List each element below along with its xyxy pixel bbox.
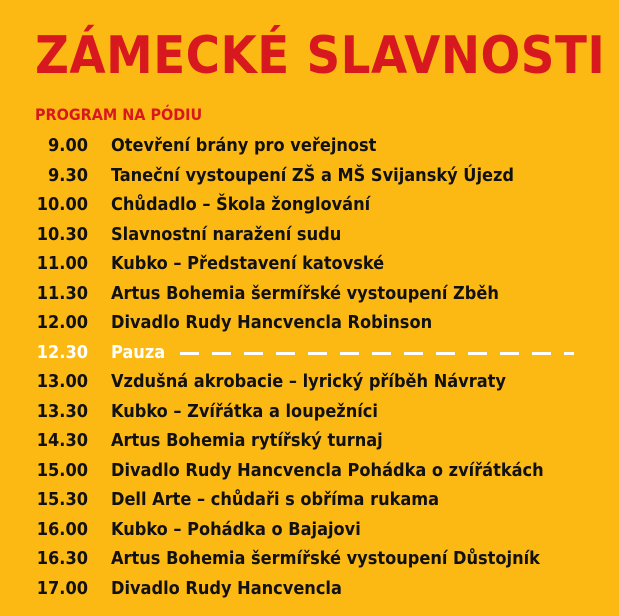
program-subtitle: PROGRAM NA PÓDIU: [35, 105, 203, 124]
schedule-event: Chůdadlo – Škola žonglování: [111, 194, 371, 215]
schedule-row: [0, 249, 619, 279]
schedule-row: [0, 485, 619, 515]
schedule-time: 17.00: [36, 577, 88, 599]
schedule-event: Artus Bohemia šermířské vystoupení Zběh: [111, 282, 499, 304]
schedule-row: [0, 308, 619, 338]
schedule-row-break: [0, 338, 619, 368]
schedule-event: Divadlo Rudy Hancvencla: [111, 577, 342, 599]
schedule-row: [0, 131, 619, 161]
schedule-event: Dell Arte – chůdaři s obříma rukama: [111, 489, 440, 510]
schedule-time: 16.00: [36, 518, 88, 540]
schedule-time: 12.00: [36, 312, 88, 333]
schedule-time: 16.30: [36, 548, 88, 569]
schedule-row: [0, 161, 619, 191]
schedule-row: [0, 426, 619, 456]
schedule-time: 15.30: [36, 489, 88, 510]
schedule-event: Kubko – Pohádka o Bajajovi: [111, 518, 361, 540]
schedule-time: 10.30: [36, 223, 88, 245]
schedule-row: [0, 515, 619, 545]
schedule-time: 11.00: [36, 253, 88, 274]
schedule-row: [0, 574, 619, 604]
schedule-row: [0, 367, 619, 397]
schedule-event: Taneční vystoupení ZŠ a MŠ Svijanský Újezd: [111, 164, 514, 186]
schedule-event: Vzdušná akrobacie – lyrický příběh Návraty: [111, 371, 506, 392]
schedule-row: [0, 220, 619, 250]
schedule-event: Pauza: [111, 341, 166, 363]
schedule-time: 9.00: [48, 135, 88, 156]
break-dashed-line: [180, 352, 574, 355]
schedule-time: 14.30: [36, 430, 88, 451]
schedule-time: 9.30: [48, 164, 88, 186]
schedule-event: Otevření brány pro veřejnost: [111, 135, 377, 156]
schedule-time: 10.00: [36, 194, 88, 215]
schedule-event: Artus Bohemia rytířský turnaj: [111, 430, 383, 451]
schedule-event: Slavnostní naražení sudu: [111, 223, 342, 245]
schedule-row: [0, 279, 619, 309]
schedule-row: [0, 456, 619, 486]
schedule-event: Divadlo Rudy Hancvencla Pohádka o zvířátkách: [111, 459, 544, 481]
schedule-list: [0, 131, 619, 603]
schedule-row: [0, 190, 619, 220]
schedule-time: 13.00: [36, 371, 88, 392]
schedule-event: Kubko – Zvířátka a loupežníci: [111, 400, 378, 422]
schedule-row: [0, 397, 619, 427]
schedule-time: 12.30: [36, 341, 88, 363]
page-title: ZÁMECKÉ SLAVNOSTI: [35, 26, 606, 86]
schedule-time: 11.30: [36, 282, 88, 304]
schedule-event: Kubko – Představení katovské: [111, 253, 385, 274]
schedule-time: 15.00: [36, 459, 88, 481]
schedule-event: Artus Bohemia šermířské vystoupení Důstojník: [111, 548, 540, 569]
schedule-time: 13.30: [36, 400, 88, 422]
schedule-event: Divadlo Rudy Hancvencla Robinson: [111, 312, 433, 333]
schedule-row: [0, 544, 619, 574]
